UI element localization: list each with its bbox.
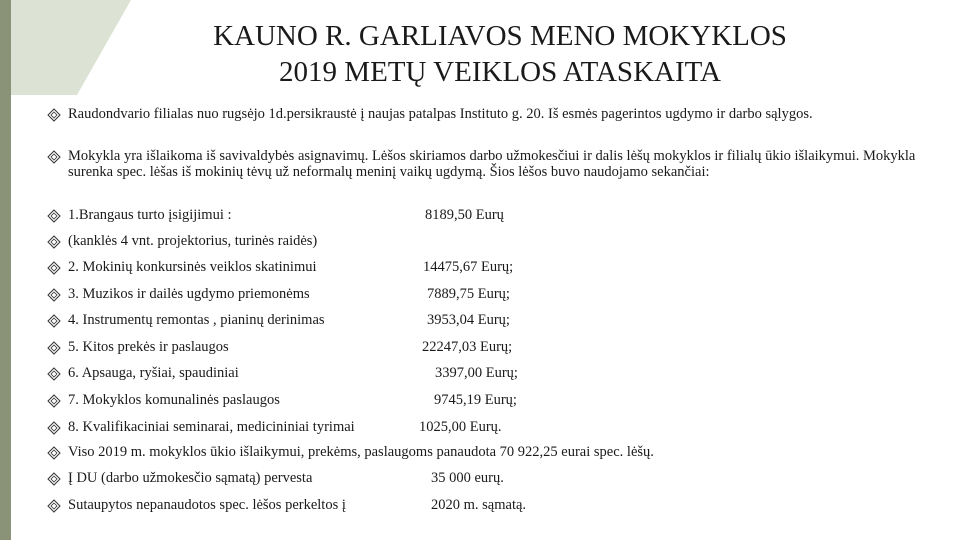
item-text: Mokykla yra išlaikoma iš savivaldybės asignavimų. Lėšos skiriamos darbo užmokesčiui ir dalis lėšų mokyklos ir filialų ūkio išlaikymui. Mokykla surenka spec. lėšas iš mokinių tėvų už neformalų meninį vaikų ugdymą. Šios lėšos buvo naudojamo sekančiai: <box>68 148 916 180</box>
item-text: Raudondvario filialas nuo rugsėjo 1d.persikraustė į naujas patalpas Instituto g. 20. Iš esmės pagerintos ugdymo ir darbo sąlygos. <box>68 106 813 122</box>
item-text: Į DU (darbo užmokesčio sąmatą) pervesta <box>68 470 313 486</box>
item-text: Viso 2019 m. mokyklos ūkio išlaikymui, prekėms, paslaugoms panaudota 70 922,25 eurai spec. lėšų. <box>68 444 654 460</box>
item-amount: 8189,50 Eurų <box>425 207 504 223</box>
item-text: 2. Mokinių konkursinės veiklos skatinimui <box>68 259 317 275</box>
diamond-bullet-icon <box>47 150 61 164</box>
diamond-bullet-icon <box>47 341 61 355</box>
diamond-bullet-icon <box>47 209 61 223</box>
diamond-bullet-icon <box>47 288 61 302</box>
item-text: 8. Kvalifikaciniai seminarai, medicininiai tyrimai <box>68 419 355 435</box>
item-text: 5. Kitos prekės ir paslaugos <box>68 339 229 355</box>
diamond-bullet-icon <box>47 367 61 381</box>
item-text: 7. Mokyklos komunalinės paslaugos <box>68 392 280 408</box>
diamond-bullet-icon <box>47 314 61 328</box>
item-text: (kanklės 4 vnt. projektorius, turinės raidės) <box>68 233 318 249</box>
item-text: 4. Instrumentų remontas , pianinų derinimas <box>68 312 325 328</box>
item-text: Sutaupytos nepanaudotos spec. lėšos perkeltos į <box>68 497 346 513</box>
item-amount: 35 000 eurų. <box>431 470 504 486</box>
title-line-2: 2019 METŲ VEIKLOS ATASKAITA <box>279 56 721 88</box>
diamond-bullet-icon <box>47 261 61 275</box>
item-amount: 3397,00 Eurų; <box>435 365 518 381</box>
item-amount: 7889,75 Eurų; <box>427 286 510 302</box>
item-amount: 9745,19 Eurų; <box>434 392 517 408</box>
item-amount: 14475,67 Eurų; <box>423 259 514 275</box>
item-amount: 3953,04 Eurų; <box>427 312 510 328</box>
title-line-1: KAUNO R. GARLIAVOS MENO MOKYKLOS <box>213 20 787 52</box>
diamond-bullet-icon <box>47 472 61 486</box>
item-amount: 2020 m. sąmatą. <box>431 497 527 513</box>
diamond-bullet-icon <box>47 446 61 460</box>
item-amount: 22247,03 Eurų; <box>422 339 513 355</box>
item-amount: 1025,00 Eurų. <box>419 419 502 435</box>
diamond-bullet-icon <box>47 421 61 435</box>
item-text: 6. Apsauga, ryšiai, spaudiniai <box>68 365 239 381</box>
diamond-bullet-icon <box>47 108 61 122</box>
item-text: 3. Muzikos ir dailės ugdymo priemonėms <box>68 286 310 302</box>
diamond-bullet-icon <box>47 394 61 408</box>
diamond-bullet-icon <box>47 499 61 513</box>
item-text: 1.Brangaus turto įsigijimui : <box>68 207 232 223</box>
diamond-bullet-icon <box>47 235 61 249</box>
